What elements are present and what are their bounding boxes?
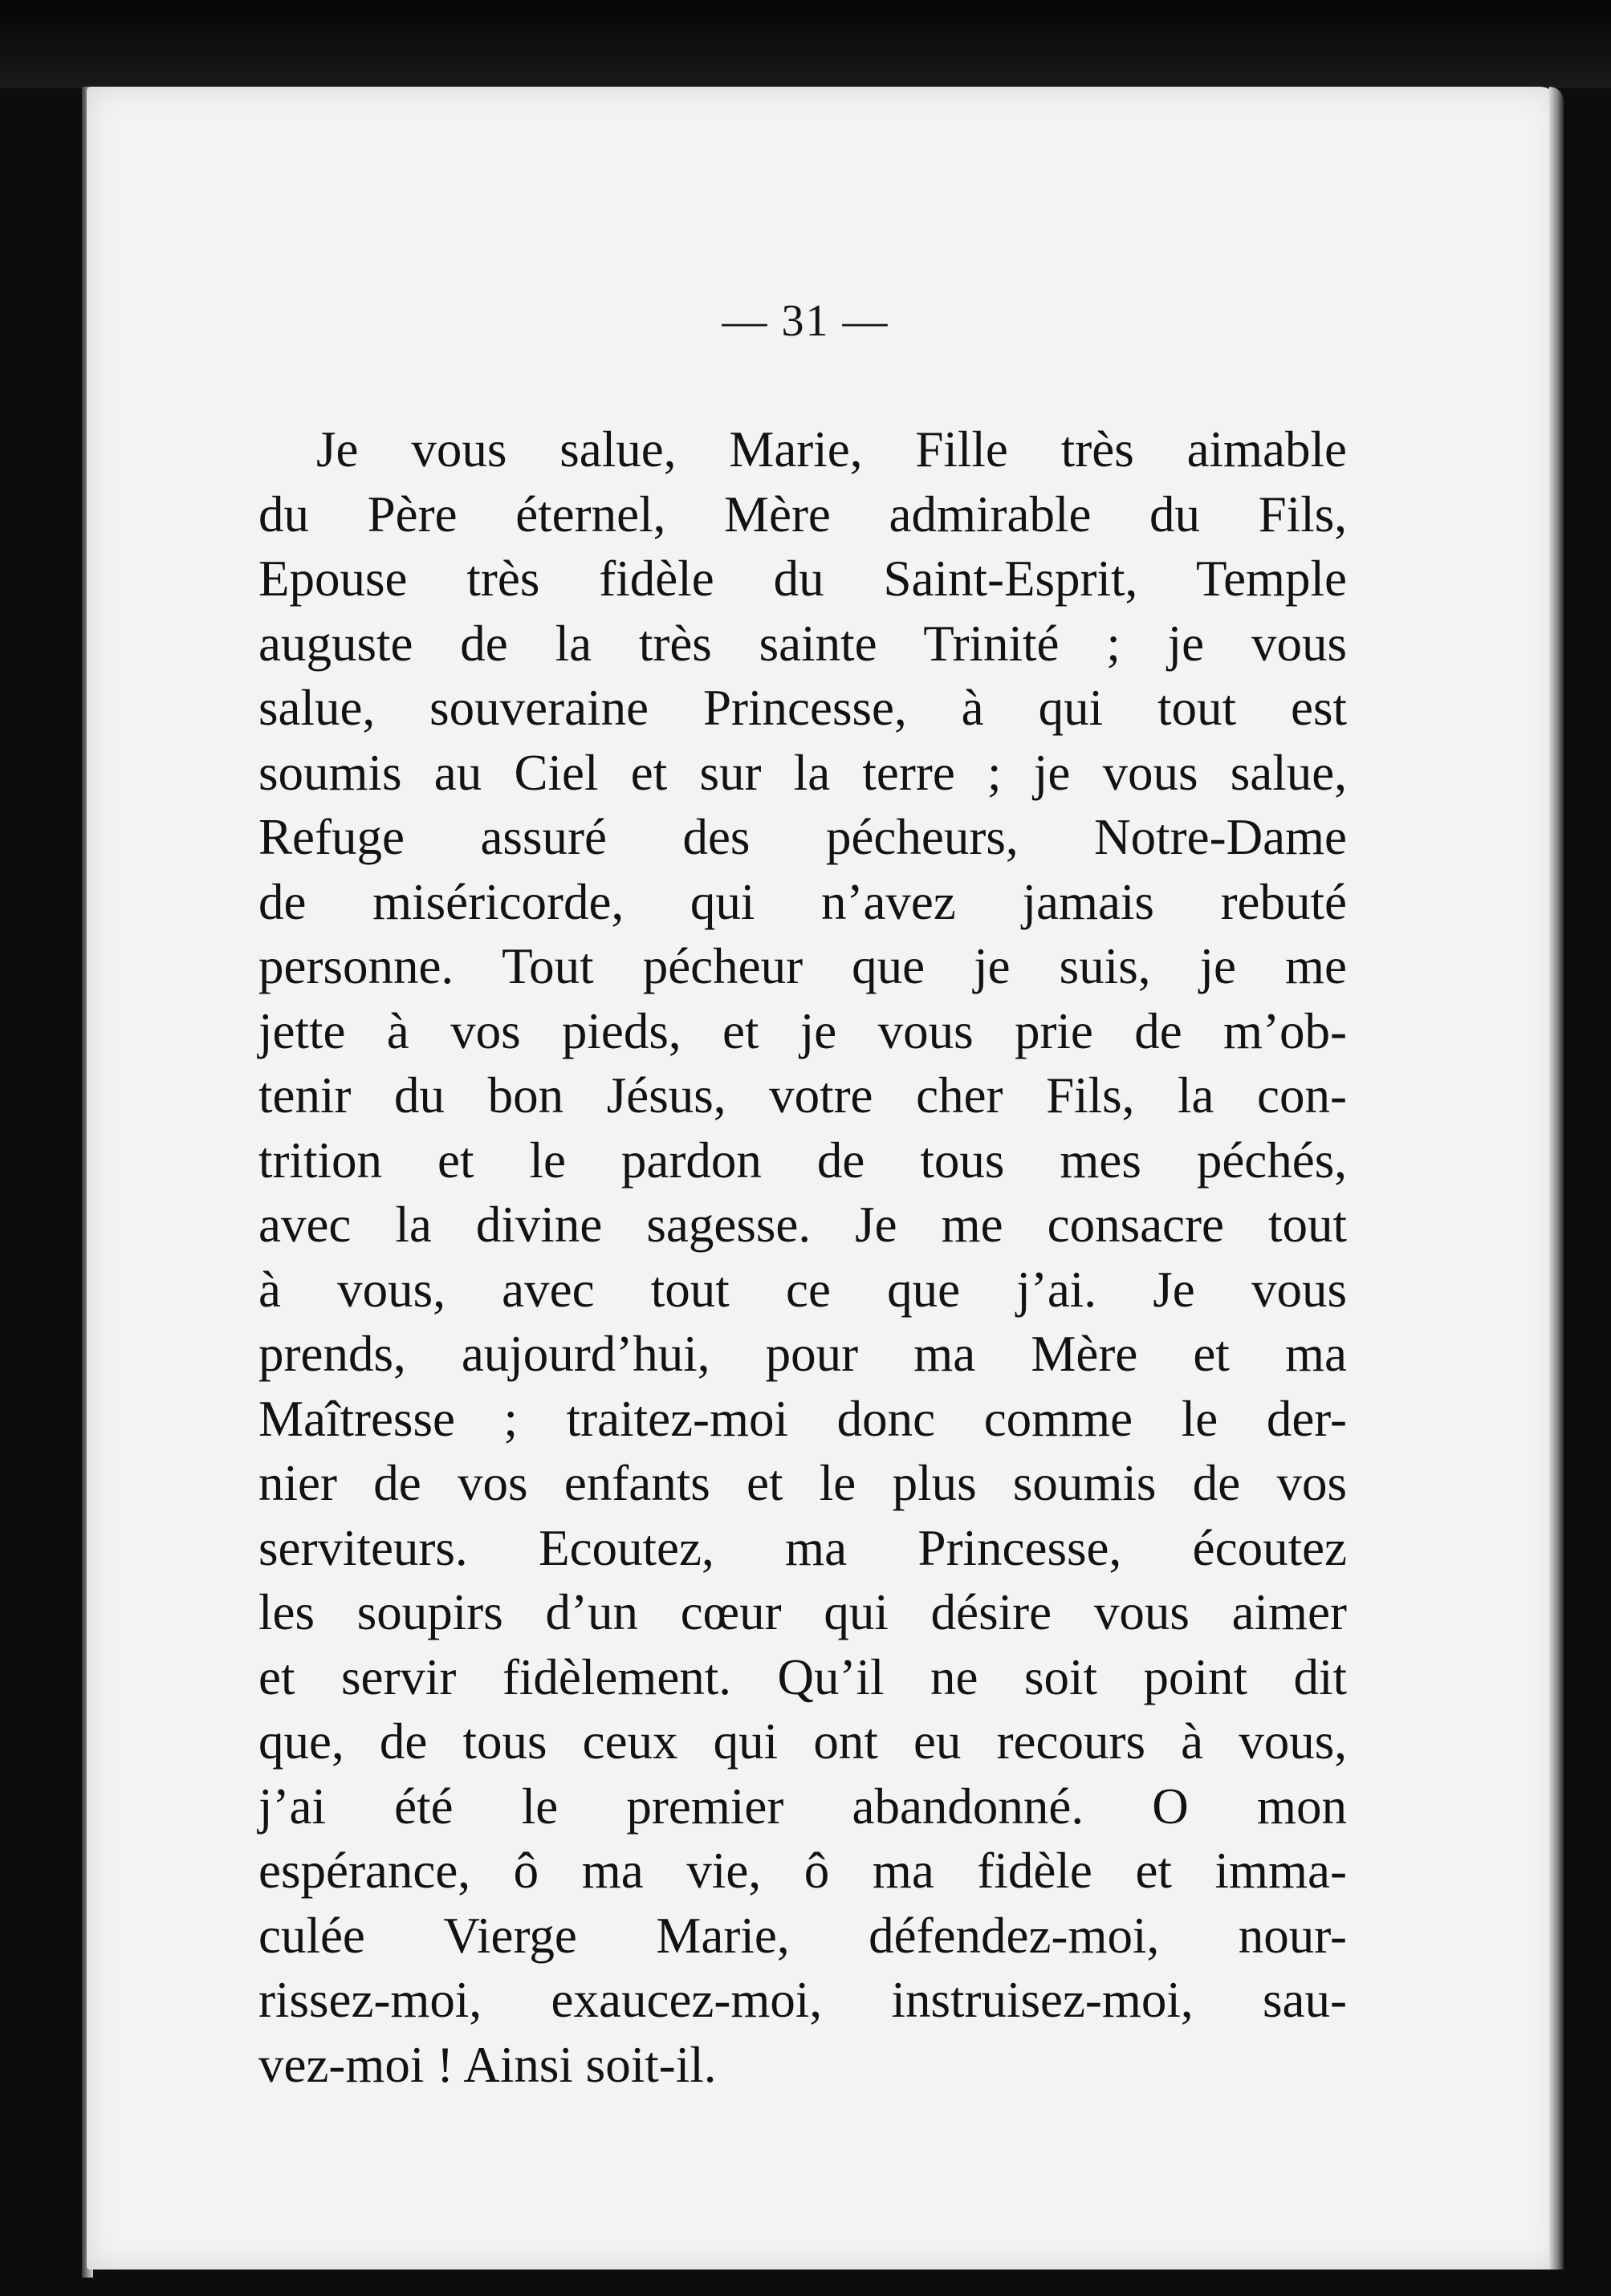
text-line: serviteurs. Ecoutez, ma Princesse, écoutez (258, 1519, 1347, 1576)
scan-background (0, 0, 1611, 88)
text-line: culée Vierge Marie, défendez-moi, nour- (258, 1907, 1347, 1964)
text-line: avec la divine sagesse. Je me consacre tout (258, 1197, 1347, 1253)
text-line: tenir du bon Jésus, votre cher Fils, la con- (258, 1067, 1347, 1124)
text-line: prends, aujourd’hui, pour ma Mère et ma (258, 1326, 1347, 1382)
text-line: nier de vos enfants et le plus soumis de vos (258, 1455, 1347, 1511)
text-line: espérance, ô ma vie, ô ma fidèle et imma- (258, 1843, 1347, 1899)
text-line: personne. Tout pécheur que je suis, je me (258, 938, 1347, 994)
page-edge (1549, 87, 1564, 2270)
text-line: jette à vos pieds, et je vous prie de m’ob- (258, 1002, 1347, 1059)
text-line: vez-moi ! Ainsi soit-il. (258, 2036, 717, 2093)
text-line: de miséricorde, qui n’avez jamais rebuté (258, 873, 1347, 930)
text-line: et servir fidèlement. Qu’il ne soit point dit (258, 1648, 1347, 1705)
text-line: Maîtresse ; traitez-moi donc comme le der- (258, 1390, 1347, 1447)
text-line: les soupirs d’un cœur qui désire vous aimer (258, 1584, 1347, 1640)
page-number: — 31 — (722, 296, 889, 346)
text-line: trition et le pardon de tous mes péchés, (258, 1132, 1347, 1189)
text-line: rissez-moi, exaucez-moi, instruisez-moi, sau- (258, 1972, 1347, 2028)
prayer-text (258, 417, 1347, 2097)
text-line: à vous, avec tout ce que j’ai. Je vous (258, 1261, 1347, 1318)
text-line: j’ai été le premier abandonné. O mon (258, 1778, 1347, 1835)
text-line: Epouse très fidèle du Saint-Esprit, Temple (258, 551, 1347, 607)
text-line: soumis au Ciel et sur la terre ; je vous salue, (258, 744, 1347, 801)
text-line: Je vous salue, Marie, Fille très aimable (316, 421, 1347, 477)
text-line: salue, souveraine Princesse, à qui tout est (258, 680, 1347, 736)
text-line: que, de tous ceux qui ont eu recours à vous, (258, 1713, 1347, 1770)
text-line: du Père éternel, Mère admirable du Fils, (258, 486, 1347, 543)
text-line: auguste de la très sainte Trinité ; je vous (258, 615, 1347, 672)
text-line: Refuge assuré des pécheurs, Notre-Dame (258, 809, 1347, 865)
